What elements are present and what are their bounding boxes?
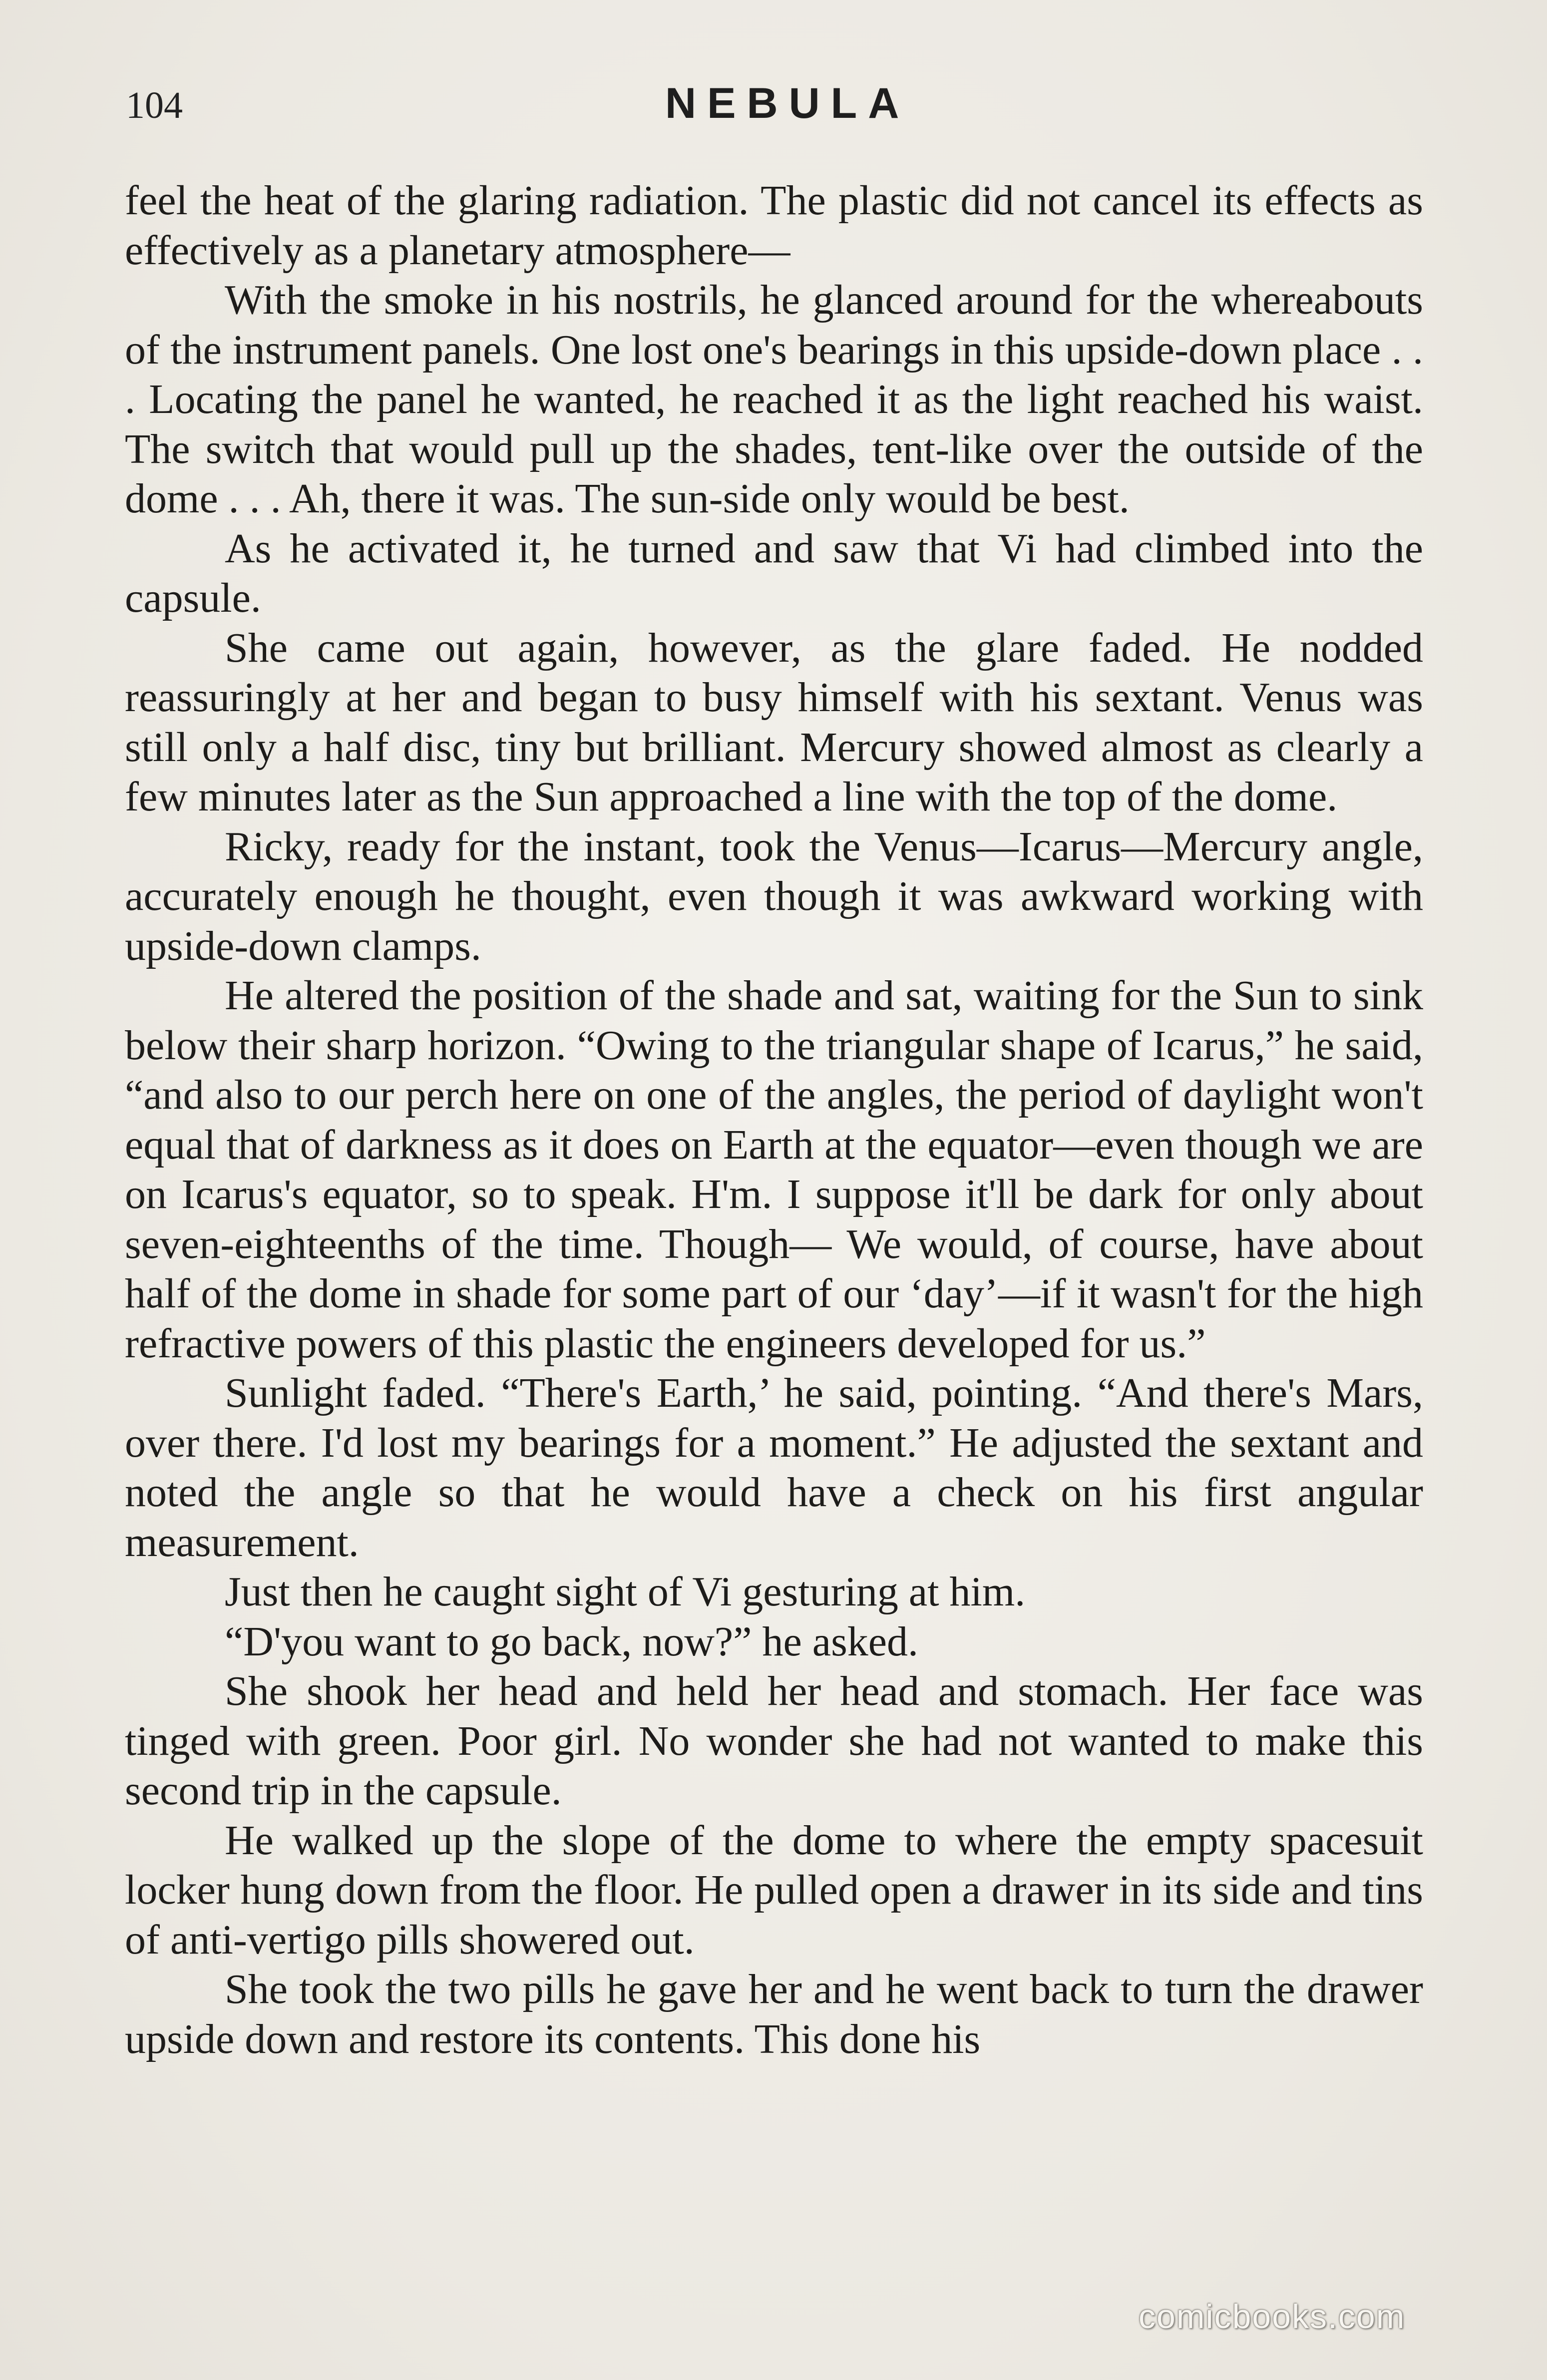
body-text (125, 176, 1423, 2064)
source-watermark: comicbooks.com (1139, 2298, 1406, 2336)
paragraph: He altered the position of the shade and sat, waiting for the Sun to sink below their sharp horizon. “Owing to the triangular shape of Icarus,” he said, “and also to our perch here on one of the angles, the period of daylight won't equal that of darkness as it does on Earth at the equator—even though we are on Icarus's equator, so to speak. H'm. I suppose it'll be dark for only about seven-eighteenths of the time. Though— We would, of course, have about half of the dome in shade for some part of our ‘day’—if it wasn't for the high refractive powers of this plastic the engineers developed for us.” (125, 972, 1423, 1367)
paragraph: She came out again, however, as the glare faded. He nodded reassuringly at her and began to busy himself with his sextant. Venus was still only a half disc, tiny but brilliant. Mercury showed almost as clearly a few minutes later as the Sun approached a line with the top of the dome. (125, 624, 1423, 820)
paragraph: With the smoke in his nostrils, he glanced around for the whereabouts of the instrument panels. One lost one's bearings in this upside-down place . . . Locating the panel he wanted, he reached it as the light reached his waist. The switch that would pull up the shades, tent-like over the outside of the dome . . . Ah, there it was. The sun-side only would be best. (125, 277, 1423, 522)
running-head-title: NEBULA (665, 79, 910, 127)
paragraph: As he activated it, he turned and saw that Vi had climbed into the capsule. (125, 525, 1423, 621)
paragraph: She shook her head and held her head and stomach. Her face was tinged with green. Poor girl. No wonder she had not wanted to make this second trip in the capsule. (125, 1668, 1423, 1814)
paragraph: He walked up the slope of the dome to where the empty spacesuit locker hung down from the floor. He pulled open a drawer in its side and tins of anti-vertigo pills showered out. (125, 1817, 1423, 1963)
paragraph: “D'you want to go back, now?” he asked. (225, 1618, 919, 1665)
page-header (126, 75, 1424, 135)
paragraph-continuation: feel the heat of the glaring radiation. The plastic did not cancel its effects as effectively as a planetary atmosphere— (125, 177, 1423, 274)
paragraph: Just then he caught sight of Vi gesturing at him. (225, 1569, 1026, 1615)
paragraph: Ricky, ready for the instant, took the Venus—Icarus—Mercury angle, accurately enough he thought, even though it was awkward working with upside-down clamps. (125, 823, 1423, 969)
page-number: 104 (126, 84, 183, 126)
paragraph: She took the two pills he gave her and he went back to turn the drawer upside down and restore its contents. This done his (125, 1966, 1423, 2062)
paragraph: Sunlight faded. “There's Earth,’ he said, pointing. “And there's Mars, over there. I'd lost my bearings for a moment.” He adjusted the sextant and noted the angle so that he would have a check on his first angular measurement. (125, 1370, 1423, 1566)
